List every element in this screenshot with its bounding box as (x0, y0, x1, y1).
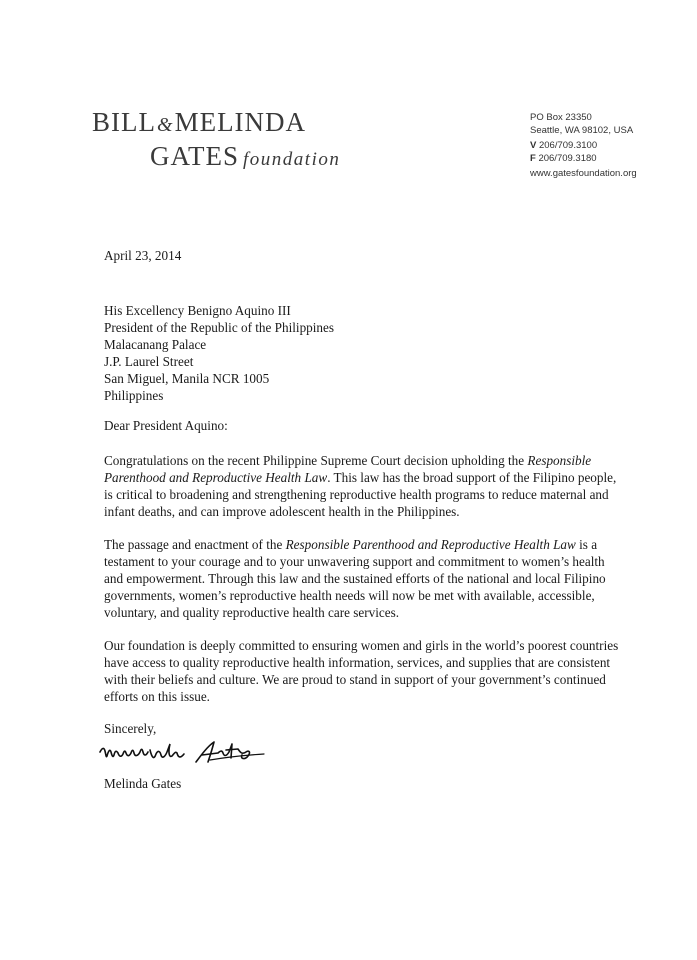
address-line: His Excellency Benigno Aquino III (104, 303, 291, 318)
law-name: Responsible Parenthood and Reproductive Health Law (285, 537, 576, 552)
logo-foundation: foundation (243, 149, 341, 170)
letter-date: April 23, 2014 (104, 248, 182, 263)
logo-melinda: MELINDA (174, 107, 307, 137)
law-name: Responsible Parenthood and Reproductive Health Law (104, 453, 592, 485)
phone-number: 206/709.3100 (538, 140, 598, 151)
logo-gates: GATES (150, 141, 240, 171)
address-line: Malacanang Palace (104, 337, 207, 352)
paragraph-3: Our foundation is deeply committed to ensuring women and girls in the world’s poorest countries have access to quality reproductive health information, services, and supplies that are consistent with their beliefs and culture. We are proud to stand in support of your government’s continued efforts on this issue. (104, 638, 619, 704)
logo-ampersand: & (157, 114, 174, 136)
city-line: Seattle, WA 98102, USA (530, 124, 634, 136)
fax-number: 206/709.3180 (538, 152, 597, 164)
signer-name: Melinda Gates (104, 776, 182, 791)
paragraph-1: Congratulations on the recent Philippine Supreme Court decision upholding the Responsible Parenthood and Reproductive Health Law. This law has the broad support of the Filipino people, is critical to broadening and strengthening reproductive health programs to reduce maternal and infant deaths, and can improve adolescent health in the Philippines. (104, 453, 617, 519)
address-line: Philippines (104, 388, 164, 403)
handwritten-signature (98, 738, 268, 772)
po-box: PO Box 23350 (530, 112, 592, 123)
paragraph-2: The passage and enactment of the Responsible Parenthood and Reproductive Health Law is a testament to your courage and to your unwavering support and commitment to women’s health and empowerment. Through this law and the sustained efforts of the national and local Filipino governments, women’s reproductive health needs will now be met with available, accessible, voluntary, and quality reproductive health care services. (104, 537, 606, 620)
foundation-logo (92, 108, 340, 176)
salutation: Dear President Aquino: (104, 418, 228, 433)
address-line: President of the Republic of the Philippines (104, 320, 335, 335)
fax-label: F (530, 152, 536, 164)
website: www.gatesfoundation.org (530, 168, 637, 179)
address-line: J.P. Laurel Street (104, 354, 194, 369)
recipient-address (104, 302, 624, 404)
phone-label: V (530, 140, 537, 151)
address-line: San Miguel, Manila NCR 1005 (104, 371, 270, 386)
fax-line (530, 153, 637, 166)
phone-line (530, 140, 637, 153)
closing: Sincerely, (104, 721, 157, 736)
logo-bill: BILL (92, 107, 156, 137)
contact-block (530, 112, 637, 181)
